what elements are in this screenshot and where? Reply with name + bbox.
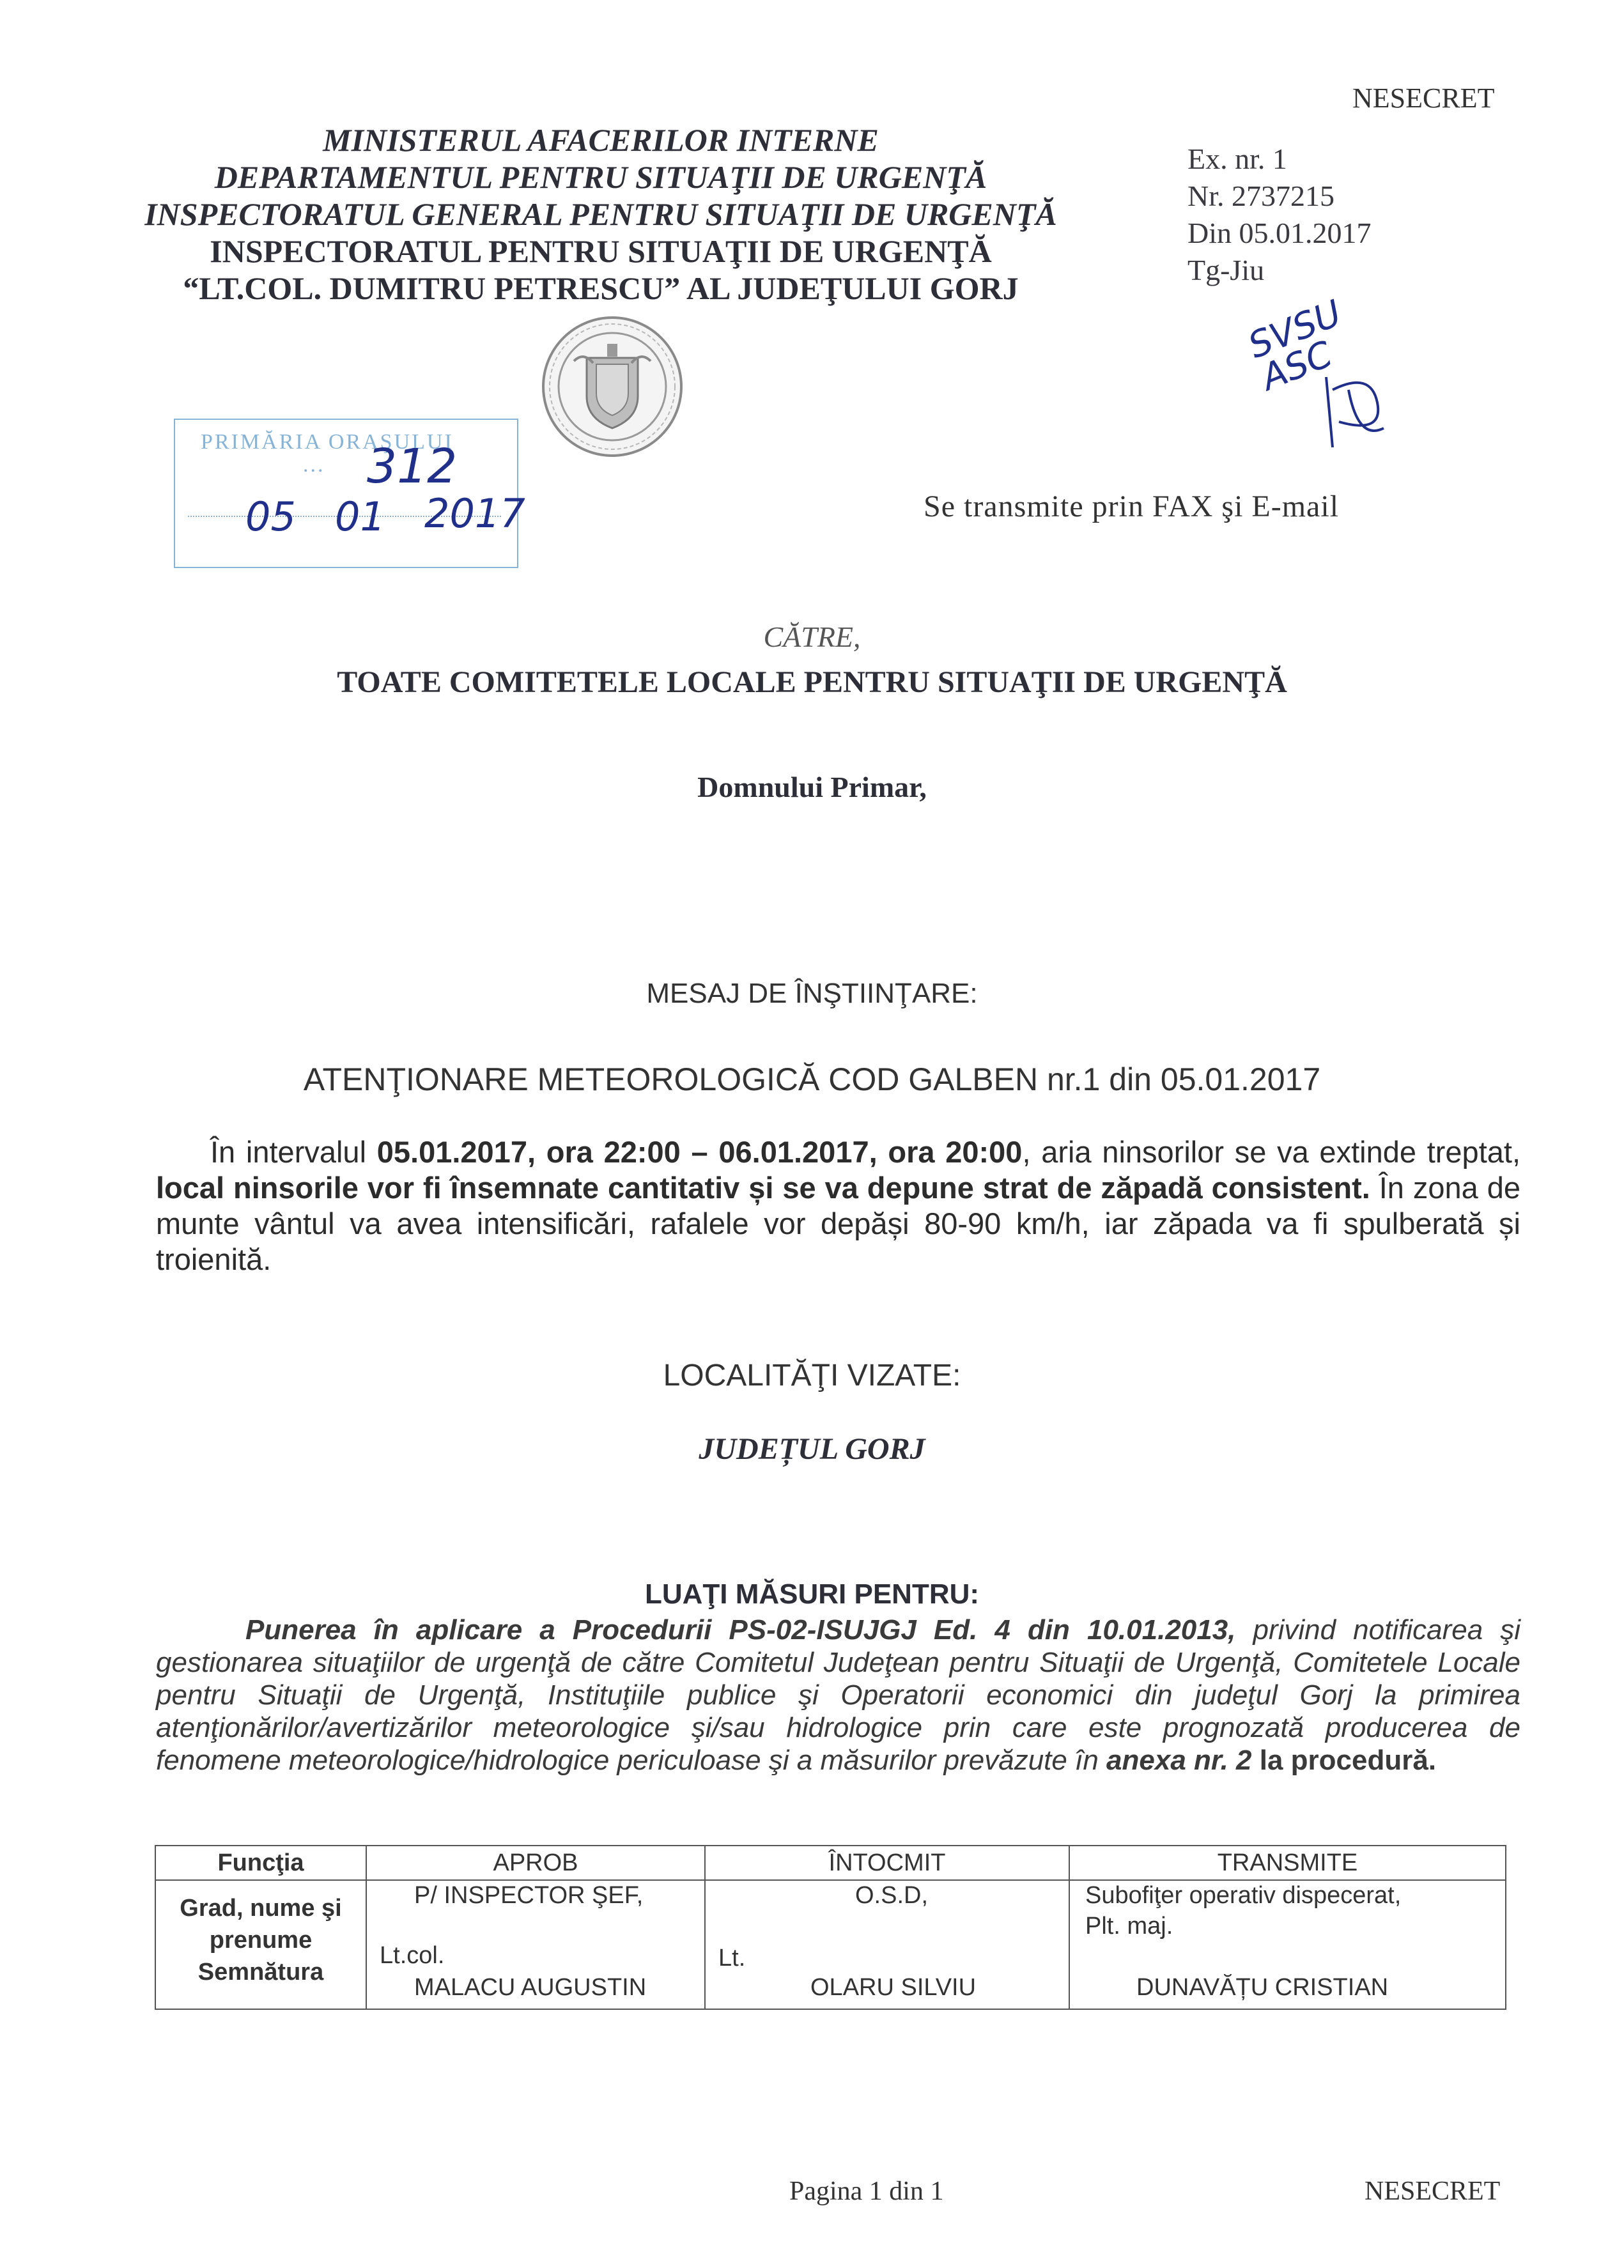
reference-block	[1187, 141, 1372, 289]
procedure-reference: Punerea în aplicare a Procedurii PS-02-ISUJGJ Ed. 4 din 10.01.2013,	[245, 1614, 1236, 1646]
measures-heading: LUAŢI MĂSURI PENTRU:	[644, 1578, 980, 1610]
approve-rank: Lt.col.	[380, 1942, 445, 1969]
message-type: MESAJ DE ÎNŞTIINŢARE:	[646, 978, 978, 1009]
measures-text: Punerea în aplicare a Procedurii PS-02-ISUJGJ Ed. 4 din 10.01.2013, privind notificarea şi gestionarea situaţiilor de urgenţă de către Comitetul Judeţean pentru Situaţii de Urgenţă, Comitetele Locale pentru Situaţii de Urgenţă, Instituţiile publice şi Operatorii economici din judeţul Gorj la primirea atenţionărilor/avertizărilor meteorologice şi/sau hidrologice prin care este prognozată producerea de fenomene meteorologice/hidrologice periculoase şi a măsurilor prevăzute în anexa nr. 2 la procedură.	[156, 1614, 1520, 1776]
message-body: În intervalul 05.01.2017, ora 22:00 – 06.01.2017, ora 20:00, aria ninsorilor se va extinde treptat, local ninsorile vor fi însemnate cantitativ și se va depune strat de zăpadă consistent. În zona de munte vântul va avea intensificări, rafalele vor depăși 80-90 km/h, iar zăpada va fi spulberată și troienită.	[156, 1135, 1521, 1276]
salutation: Domnului Primar,	[697, 771, 927, 803]
stamp-text: PRIMĂRIA ORAŞULUI	[201, 430, 454, 454]
approve-role: P/ INSPECTOR ŞEF,	[414, 1882, 644, 1909]
table-row	[155, 1880, 1506, 2009]
page-number: Pagina 1 din 1	[789, 2177, 944, 2206]
approve-name: MALACU AUGUSTIN	[414, 1974, 647, 2001]
interval: 05.01.2017, ora 22:00 – 06.01.2017, ora 20:00	[376, 1135, 1023, 1169]
classification-top: NESECRET	[1352, 82, 1495, 114]
header-transmit: TRANSMITE	[1069, 1846, 1506, 1880]
handwritten-note: SVSU ASC	[1242, 292, 1348, 399]
stamp-handwritten-year: 2017	[424, 490, 525, 537]
stamp-text: ...	[303, 453, 325, 477]
signature-table	[155, 1845, 1506, 2010]
issuer-line: DEPARTAMENTUL PENTRU SITUAŢII DE URGENŢĂ	[214, 159, 987, 195]
prepared-rank: Lt.	[718, 1945, 746, 1971]
localities-value: JUDEȚUL GORJ	[699, 1432, 925, 1466]
recipient-to: CĂTRE,	[763, 621, 861, 653]
stamp-handwritten-number: 312	[367, 439, 458, 494]
document-place: Tg-Jiu	[1187, 254, 1265, 286]
transmit-role: Subofiţer operativ dispecerat,	[1085, 1882, 1402, 1909]
transmit-rank: Plt. maj.	[1085, 1913, 1173, 1940]
stamp-handwritten-day: 05	[245, 493, 296, 540]
copy-number: Ex. nr. 1	[1187, 143, 1287, 175]
stamp-handwritten-month: 01	[335, 493, 385, 540]
transmit-cell	[1069, 1880, 1506, 2009]
localities-label: LOCALITĂŢI VIZATE:	[663, 1359, 961, 1392]
approve-cell	[366, 1880, 705, 2009]
document-date: Din 05.01.2017	[1187, 217, 1372, 249]
table-header-row	[155, 1846, 1506, 1880]
transmit-name: DUNAVĂȚU CRISTIAN	[1136, 1974, 1389, 2001]
issuer-line: INSPECTORATUL PENTRU SITUAŢII DE URGENŢĂ	[210, 233, 992, 269]
handwritten-initials-icon	[1313, 364, 1396, 460]
header-function: Funcţia	[155, 1846, 366, 1880]
issuer-line: MINISTERUL AFACERILOR INTERNE	[323, 122, 879, 158]
issuer-line: INSPECTORATUL GENERAL PENTRU SITUAŢII DE URGENŢĂ	[144, 196, 1057, 232]
official-seal-icon	[536, 313, 689, 460]
warning-highlight: local ninsorile vor fi însemnate cantitativ și se va depune strat de zăpadă consistent.	[156, 1171, 1370, 1205]
prepared-name: OLARU SILVIU	[810, 1974, 977, 2001]
registration-stamp	[174, 419, 525, 568]
header-prepared: ÎNTOCMIT	[705, 1846, 1069, 1880]
transmission-note: Se transmite prin FAX şi E-mail	[924, 490, 1340, 523]
prepared-role: O.S.D,	[855, 1882, 929, 1909]
message-title: ATENŢIONARE METEOROLOGICĂ COD GALBEN nr.1 din 05.01.2017	[303, 1061, 1321, 1097]
issuer-block	[96, 121, 1106, 307]
classification-bottom: NESECRET	[1365, 2177, 1501, 2206]
header-approve: APROB	[366, 1846, 705, 1880]
issuer-line: “LT.COL. DUMITRU PETRESCU” AL JUDEŢULUI GORJ	[183, 270, 1019, 306]
prepared-cell	[705, 1880, 1069, 2009]
row-label: Grad, nume şi prenume Semnătura	[155, 1880, 366, 2009]
recipient-name: TOATE COMITETELE LOCALE PENTRU SITUAŢII DE URGENŢĂ	[337, 665, 1287, 699]
registration-number: Nr. 2737215	[1187, 180, 1334, 212]
